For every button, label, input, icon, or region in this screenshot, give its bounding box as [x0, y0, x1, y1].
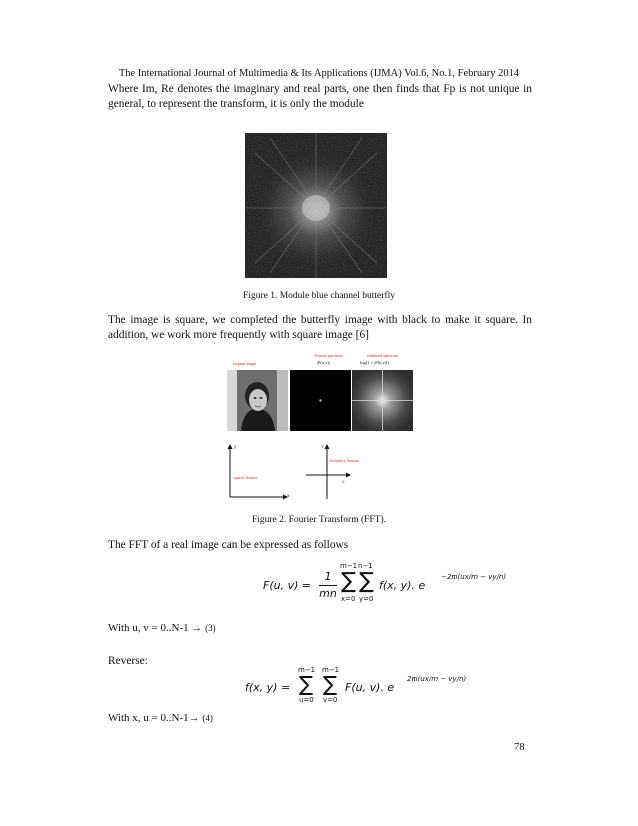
line-with-xu — [108, 711, 532, 726]
label-fourier-formula: |F(u,v)| — [317, 360, 330, 365]
paragraph-square-image: The image is square, we completed the butterfly image with black to make it square. In addition, we work more frequently with square image [6] — [108, 314, 532, 341]
paragraph-module: Where Im, Re denotes the imaginary and real parts, one then finds that Fp is not unique in general, to represent the transform, it is only the module — [108, 83, 532, 110]
eq4-sum2-sigma: ∑ — [323, 672, 338, 696]
figure1-spectrum-image — [245, 133, 387, 278]
axis-label-v: v — [321, 445, 324, 450]
with-xu-text: With x, u = 0..N-1→ — [108, 712, 200, 724]
eq3-frac-bar — [319, 585, 337, 586]
page-number: 78 — [514, 742, 525, 753]
enhanced-spectrum-panel — [352, 370, 413, 431]
eq4-sum2-bot: v=0 — [323, 696, 338, 704]
figure2-caption: Figure 2. Fourier Transform (FFT). — [251, 515, 387, 525]
eq4-sum1-sigma: ∑ — [299, 672, 314, 696]
line-with-uv — [108, 621, 532, 636]
eq3-sum2-sigma: ∑ — [359, 569, 374, 594]
figure2-fourier-diagram — [227, 355, 413, 504]
label-reverse: Reverse: — [108, 655, 148, 667]
eq3-sum2-top: n−1 — [358, 562, 373, 570]
eq3-sum1-sigma: ∑ — [341, 569, 356, 594]
paragraph-fft-intro: The FFT of a real image can be expressed as follows — [108, 539, 349, 551]
eq3-lhs: F(u, v) = — [263, 579, 312, 592]
with-uv-text: With u, v = 0..N-1 → — [108, 622, 203, 634]
eq3-sum2-bot: y=0 — [359, 595, 374, 603]
eq4-exponent: 2πi(ux/m − vy/n) — [407, 675, 467, 683]
eq4-sum1-top: m−1 — [298, 666, 316, 674]
equation-number-4: (4) — [202, 713, 213, 723]
eq4-sum2-top: m−1 — [322, 666, 340, 674]
eq4-body: F(u, v). e — [345, 681, 395, 694]
axis-label-u: u — [342, 480, 345, 485]
axis-label-x: x — [287, 494, 290, 499]
label-enhanced-spectrum: enhanced spectrum — [367, 353, 398, 358]
label-frequency-domain: frequency domain — [330, 458, 359, 463]
original-photo — [227, 370, 288, 431]
equation-inverse-fft — [245, 667, 485, 707]
equation-number-3: (3) — [205, 623, 216, 633]
eq3-frac-den: mn — [319, 587, 337, 600]
equation-fft — [263, 563, 543, 609]
label-original-image: original image — [233, 361, 257, 366]
label-spatial-domain: spatial domain — [234, 475, 258, 480]
fourier-spectrum-panel — [290, 370, 351, 431]
eq3-frac-num: 1 — [324, 570, 332, 583]
journal-header: The International Journal of Multimedia & Its Applications (IJMA) Vol.6, No.1, February 2014 — [118, 68, 520, 79]
eq4-lhs: f(x, y) = — [245, 681, 291, 694]
axis-label-y: y — [234, 445, 237, 450]
eq3-sum1-top: m−1 — [340, 562, 358, 570]
figure1-caption: Figure 1. Module blue channel butterfly — [243, 291, 395, 301]
eq3-sum1-bot: x=0 — [341, 595, 356, 603]
eq3-body: f(x, y). e — [379, 579, 426, 592]
eq4-sum1-bot: u=0 — [299, 696, 314, 704]
label-fourier-spectrum: Fourier spectrum — [315, 353, 343, 358]
eq3-exponent: −2πi(ux/m − vy/n) — [441, 573, 507, 581]
label-enhanced-formula: log(1 + |F(u,v)|) — [360, 360, 389, 365]
